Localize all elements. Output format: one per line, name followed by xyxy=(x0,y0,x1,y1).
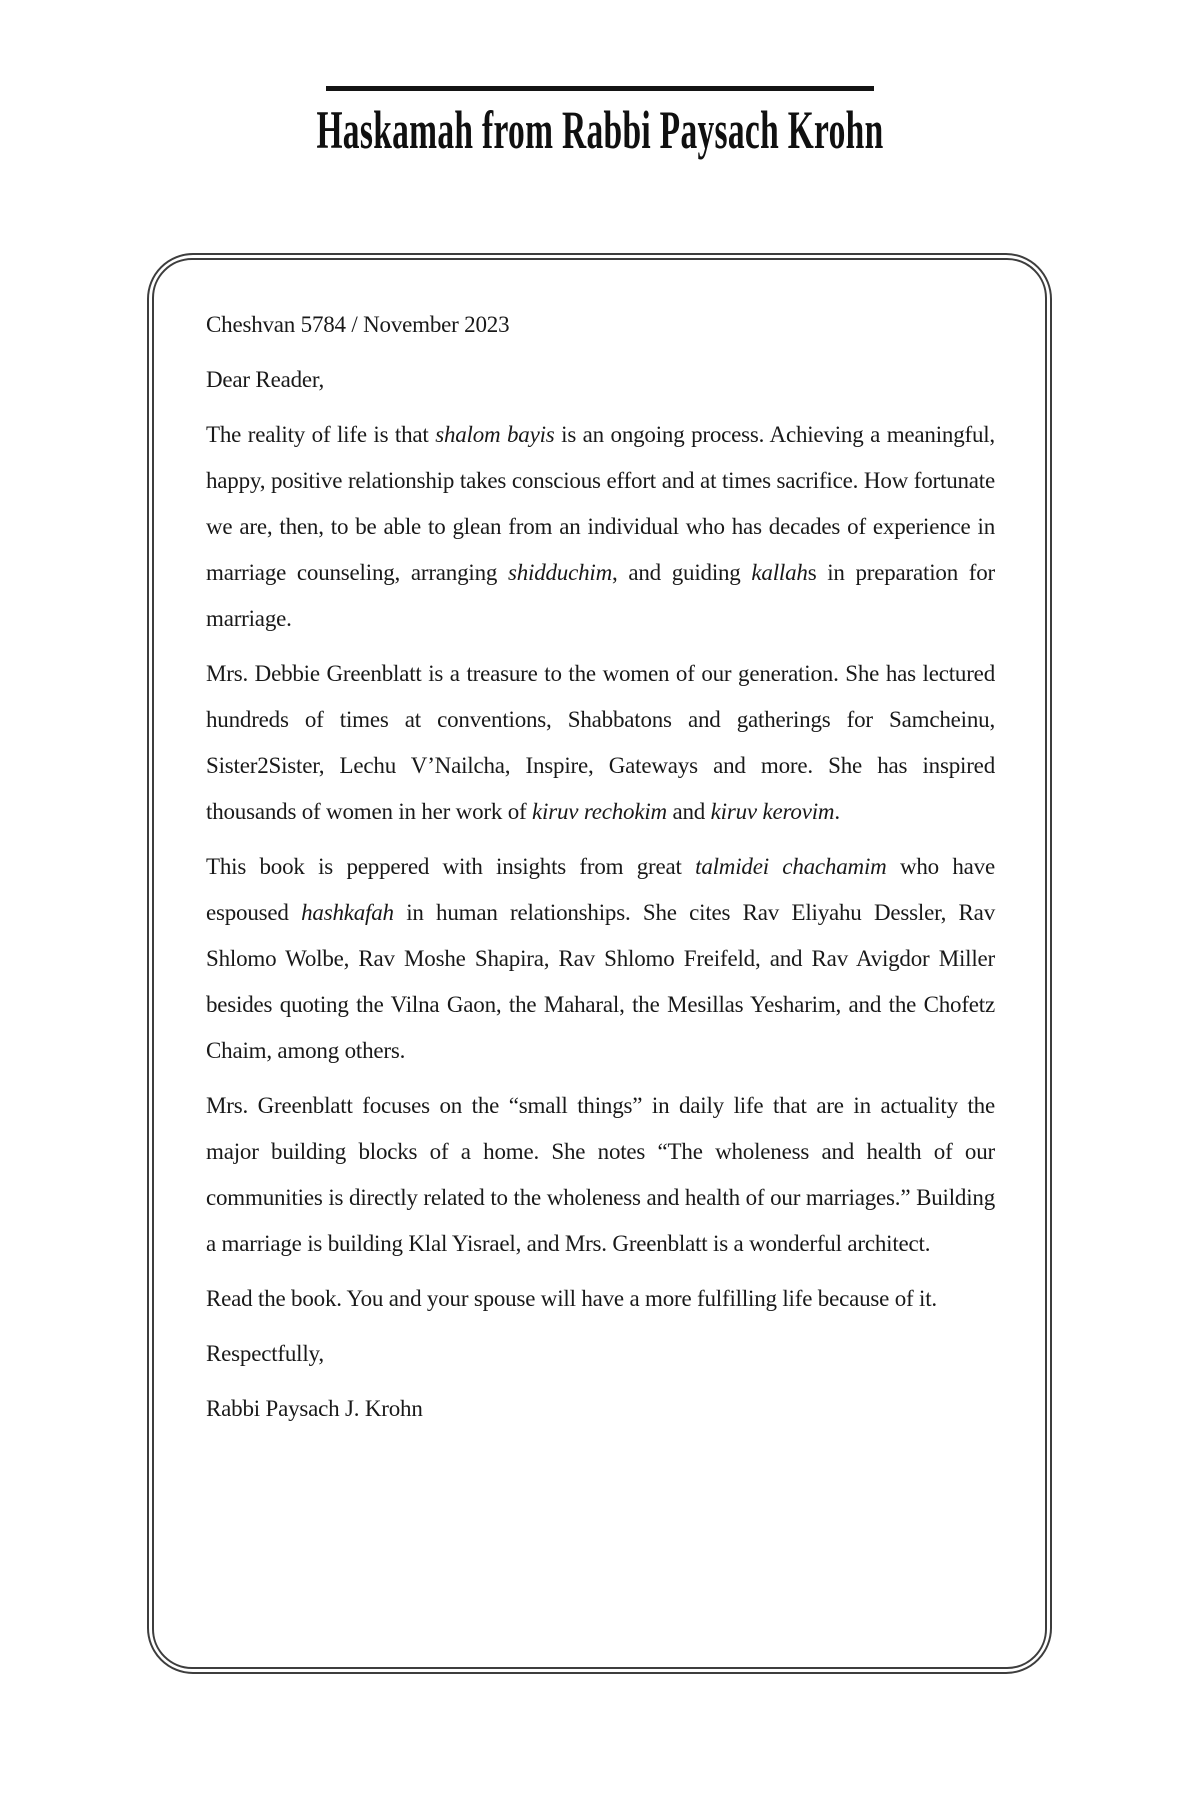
letter-signature: Rabbi Paysach J. Krohn xyxy=(206,1396,423,1421)
page-title: Haskamah from Rabbi Paysach Krohn xyxy=(316,100,884,160)
letter-date: Cheshvan 5784 / November 2023 xyxy=(206,312,510,337)
letter-closing: Respectfully, xyxy=(206,1341,324,1366)
letter-paragraph: This book is peppered with insights from great talmidei chachamim who have espoused hashkafah in human relationships. She cites Rav Eliyahu Dessler, Rav Shlomo Wolbe, Rav Moshe Shapira, Rav Shlomo Freifeld, and Rav Avigdor Miller besides quoting the Vilna Gaon, the Maharal, the Mesillas Yesharim, and the Chofetz Chaim, among others. xyxy=(206,854,995,1063)
letter-paragraph: The reality of life is that shalom bayis is an ongoing process. Achieving a meaningful, happy, positive relationship takes conscious effort and at times sacrifice. How fortunate we are, then, to be able to glean from an individual who has decades of experience in marriage counseling, arranging shidduchim, and guiding kallahs in preparation for marriage. xyxy=(206,422,995,631)
letter-paragraph: Mrs. Greenblatt focuses on the “small things” in daily life that are in actuality the major building blocks of a home. She notes “The wholeness and health of our communities is directly related to the wholeness and health of our marriages.” Building a marriage is building Klal Yisrael, and Mrs. Greenblatt is a wonderful architect. xyxy=(206,1093,995,1256)
haskamah-letter-box xyxy=(147,253,1052,1674)
letter-salutation: Dear Reader, xyxy=(206,367,324,392)
title-rule xyxy=(326,86,874,91)
page-header xyxy=(0,0,1200,160)
letter-paragraphs xyxy=(206,412,995,1322)
letter-paragraph: Read the book. You and your spouse will have a more fulfilling life because of it. xyxy=(206,1286,937,1311)
letter-paragraph: Mrs. Debbie Greenblatt is a treasure to the women of our generation. She has lectured hundreds of times at conventions, Shabbatons and gatherings for Samcheinu, Sister2Sister, Lechu V’Nailcha, Inspire, Gateways and more. She has inspired thousands of women in her work of kiruv rechokim and kiruv kerovim. xyxy=(206,661,995,824)
haskamah-letter-inner-border xyxy=(152,258,1047,1669)
